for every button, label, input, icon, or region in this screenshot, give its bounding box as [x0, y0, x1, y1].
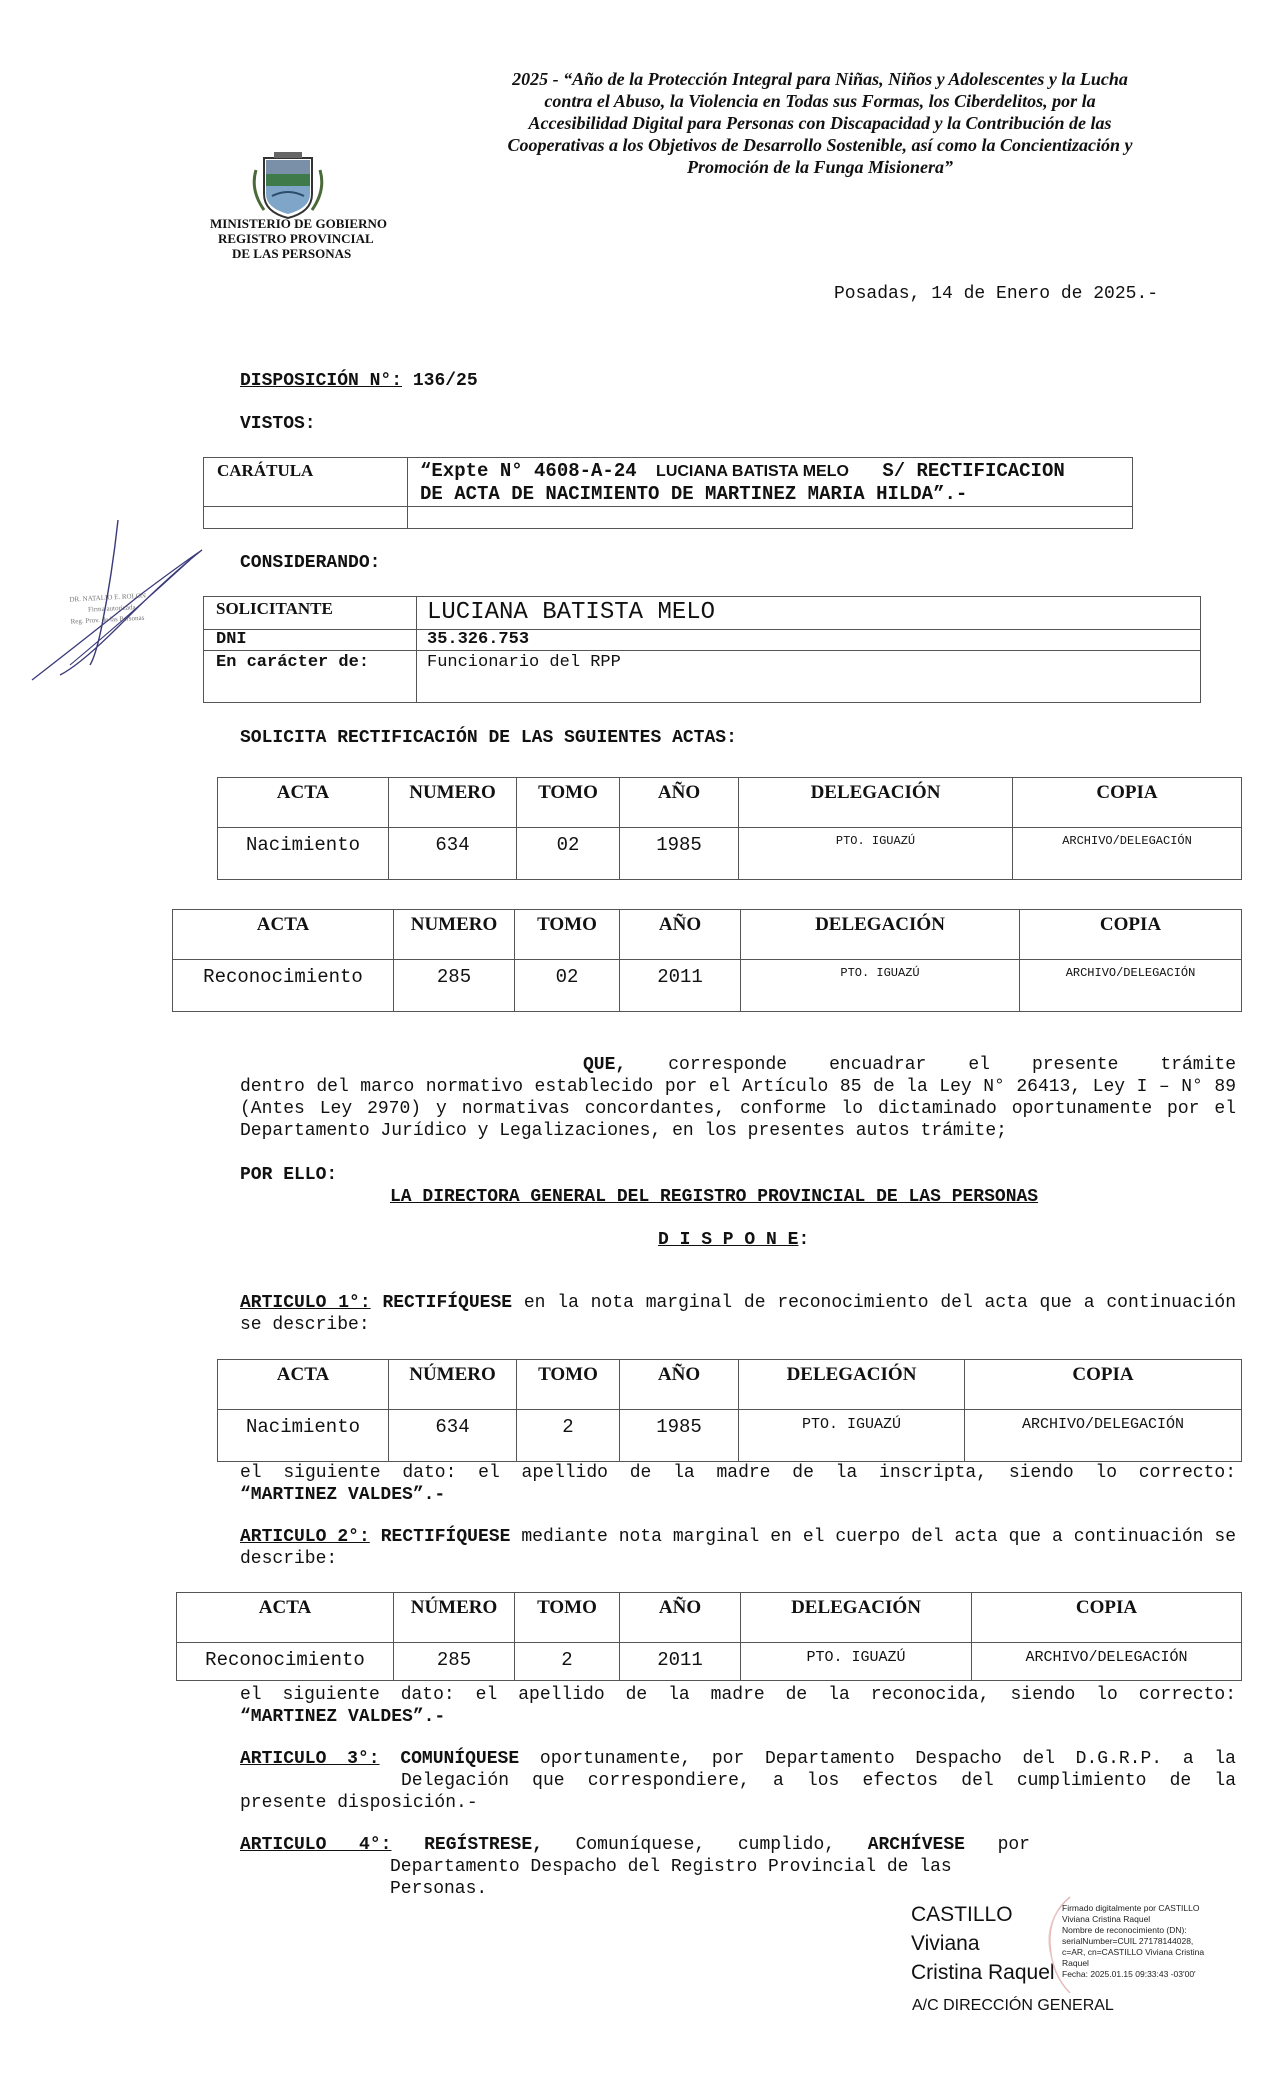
- ministry-line: REGISTRO PROVINCIAL: [218, 231, 374, 246]
- ministry-line: DE LAS PERSONAS: [232, 246, 352, 261]
- signer-name-line: CASTILLO: [911, 1903, 1013, 1926]
- cell-acta: Nacimiento: [218, 1410, 389, 1462]
- art4-label: ARTICULO 4°:: [240, 1835, 392, 1855]
- art4-line-2: Departamento Despacho del Registro Provincial de las Personas.: [390, 1857, 952, 1899]
- articulo-2: [240, 1526, 1236, 1570]
- art1-after: [240, 1462, 1236, 1506]
- signer-name-line: Cristina Raquel: [911, 1961, 1055, 1984]
- cell-anio: 2011: [620, 1643, 741, 1681]
- caratula-line-1: [420, 460, 1122, 483]
- cell-acta: Reconocimiento: [177, 1643, 394, 1681]
- disposicion-value: 136/25: [412, 371, 478, 391]
- col-anio: AÑO: [620, 1360, 739, 1410]
- col-tomo: TOMO: [515, 1593, 620, 1643]
- disposicion-number: [240, 370, 478, 392]
- caratula-value: [408, 458, 1133, 507]
- digital-sig-line: Firmado digitalmente por CASTILLO: [1062, 1903, 1200, 1913]
- caratula-label: CARÁTULA: [204, 458, 408, 507]
- date-line: Posadas, 14 de Enero de 2025.-: [834, 284, 1159, 304]
- cell-anio: 1985: [620, 828, 739, 880]
- motto-line: contra el Abuso, la Violencia en Todas sus Formas, los Ciberdelitos, por la: [544, 91, 1096, 111]
- col-copia: COPIA: [972, 1593, 1242, 1643]
- digital-sig-line: Raquel: [1062, 1958, 1089, 1968]
- col-anio: AÑO: [620, 1593, 741, 1643]
- art2-verb: RECTIFÍQUESE: [380, 1527, 511, 1547]
- stamp-line: DR. NATALIO E. ROLON: [69, 591, 147, 604]
- col-tomo: TOMO: [517, 1360, 620, 1410]
- cell-anio: 1985: [620, 1410, 739, 1462]
- col-tomo: TOMO: [515, 910, 620, 960]
- empty-cell: [408, 507, 1133, 529]
- cell-anio: 2011: [620, 960, 741, 1012]
- digital-sig-line: Viviana Cristina Raquel: [1062, 1914, 1151, 1924]
- table-row: [218, 1410, 1242, 1462]
- art1-value: “MARTINEZ VALDES”.-: [240, 1485, 446, 1505]
- dni-label: DNI: [204, 630, 417, 651]
- ministry-line: MINISTERIO DE GOBIERNO: [210, 216, 387, 231]
- cell-copia: ARCHIVO/DELEGACIÓN: [1013, 828, 1242, 880]
- art2-after: [240, 1684, 1236, 1728]
- signer-name: [911, 1900, 1055, 1987]
- digital-sig-line: Fecha: 2025.01.15 09:33:43 -03'00': [1062, 1969, 1196, 1979]
- caratula-name: LUCIANA BATISTA MELO: [656, 463, 849, 480]
- cell-tomo: 02: [515, 960, 620, 1012]
- art2-value: “MARTINEZ VALDES”.-: [240, 1707, 446, 1727]
- col-anio: AÑO: [620, 910, 741, 960]
- col-anio: AÑO: [620, 778, 739, 828]
- table-row: [177, 1643, 1242, 1681]
- cell-copia: ARCHIVO/DELEGACIÓN: [965, 1410, 1242, 1462]
- cell-copia: ARCHIVO/DELEGACIÓN: [1020, 960, 1242, 1012]
- table-row: [218, 828, 1242, 880]
- stamp-line: Firma autorizada: [87, 603, 136, 614]
- digital-signature-details: [1062, 1903, 1204, 1980]
- cell-numero: 285: [394, 1643, 515, 1681]
- articulo-1: [240, 1292, 1236, 1336]
- coat-of-arms-logo: [250, 150, 326, 222]
- stamp-line: Reg. Prov. de las Personas: [70, 613, 145, 626]
- cell-delegacion: PTO. IGUAZÚ: [741, 960, 1020, 1012]
- que-rest: dentro del marco normativo establecido por el Artículo 85 de la Ley N° 26413, Ley I – N° 89 (Antes Ley 2970) y normativas concordantes, conforme lo dictaminado oportunamente por el Departamento Jurídico y Legalizaciones, en los presentes autos trámite;: [240, 1077, 1236, 1141]
- disposicion-label: DISPOSICIÓN N°:: [240, 371, 403, 391]
- col-numero: NÚMERO: [389, 1360, 517, 1410]
- col-copia: COPIA: [1020, 910, 1242, 960]
- cell-numero: 634: [389, 1410, 517, 1462]
- col-copia: COPIA: [1013, 778, 1242, 828]
- empty-cell: [204, 507, 408, 529]
- art1-verb: RECTIFÍQUESE: [382, 1293, 513, 1313]
- col-delegacion: DELEGACIÓN: [739, 1360, 965, 1410]
- solicitante-value: LUCIANA BATISTA MELO: [417, 597, 1201, 630]
- art3-line-1: [240, 1748, 1236, 1770]
- art1-after-line: el siguiente dato: el apellido de la madre de la inscripta, siendo lo correcto:: [240, 1463, 1236, 1483]
- digital-sig-line: serialNumber=CUIL 27178144028,: [1062, 1936, 1194, 1946]
- cell-acta: Reconocimiento: [173, 960, 394, 1012]
- que-first-text: corresponde encuadrar el presente trámite: [668, 1055, 1236, 1075]
- caratula-table: [203, 457, 1133, 529]
- col-acta: ACTA: [218, 1360, 389, 1410]
- caracter-label: En carácter de:: [204, 651, 417, 703]
- dispone-colon: :: [798, 1230, 810, 1250]
- art1-text: en la nota marginal de reconocimiento del acta que a continuación se describe:: [240, 1293, 1236, 1335]
- solicita-label: SOLICITA RECTIFICACIÓN DE LAS SGUIENTES ACTAS:: [240, 728, 737, 748]
- caratula-expte: “Expte N° 4608-A-24: [420, 460, 637, 482]
- col-delegacion: DELEGACIÓN: [741, 910, 1020, 960]
- cell-delegacion: PTO. IGUAZÚ: [739, 828, 1013, 880]
- art4-verb-1: REGÍSTRESE,: [424, 1835, 543, 1855]
- cell-numero: 634: [389, 828, 517, 880]
- col-delegacion: DELEGACIÓN: [741, 1593, 972, 1643]
- cell-acta: Nacimiento: [218, 828, 389, 880]
- motto-line: 2025 - “Año de la Protección Integral para Niñas, Niños y Adolescentes y la Lucha: [512, 69, 1128, 89]
- table-row: [173, 960, 1242, 1012]
- cell-tomo: 2: [515, 1643, 620, 1681]
- art3-line-2: Delegación que correspondiere, a los efectos del cumplimiento de la: [401, 1771, 1236, 1791]
- acta-table-1: [217, 777, 1242, 880]
- col-acta: ACTA: [218, 778, 389, 828]
- art4-mid: Comuníquese, cumplido,: [575, 1835, 836, 1855]
- solicitante-table: [203, 596, 1201, 703]
- cell-numero: 285: [394, 960, 515, 1012]
- col-numero: NÚMERO: [394, 1593, 515, 1643]
- cell-tomo: 02: [517, 828, 620, 880]
- signer-role: A/C DIRECCIÓN GENERAL: [912, 1997, 1114, 2014]
- col-numero: NUMERO: [394, 910, 515, 960]
- cell-tomo: 2: [517, 1410, 620, 1462]
- considerando-label: CONSIDERANDO:: [240, 553, 381, 573]
- art3-verb: COMUNÍQUESE: [400, 1749, 520, 1769]
- art1-label: ARTICULO 1°:: [240, 1293, 371, 1313]
- col-numero: NUMERO: [389, 778, 517, 828]
- art3-label: ARTICULO 3°:: [240, 1749, 380, 1769]
- col-copia: COPIA: [965, 1360, 1242, 1410]
- vistos-label: VISTOS:: [240, 414, 316, 434]
- art3-text-1: oportunamente, por Departamento Despacho del D.G.R.P. a la: [539, 1749, 1236, 1769]
- que-first-line: [240, 1054, 1236, 1076]
- digital-sig-line: Nombre de reconocimiento (DN):: [1062, 1925, 1187, 1935]
- que-paragraph: [240, 1054, 1236, 1142]
- signer-name-line: Viviana: [911, 1932, 980, 1955]
- authorization-stamp: [69, 589, 171, 627]
- caratula-line-2: DE ACTA DE NACIMIENTO DE MARTINEZ MARIA HILDA”.-: [420, 483, 968, 505]
- digital-sig-line: c=AR, cn=CASTILLO Viviana Cristina: [1062, 1947, 1205, 1957]
- articulo-4: [240, 1834, 1030, 1900]
- acta-table-3: [217, 1359, 1242, 1462]
- ministry-heading: [210, 216, 387, 261]
- art3-line-3: presente disposición.-: [240, 1793, 478, 1813]
- art4-end: por: [997, 1835, 1030, 1855]
- caratula-subject: S/ RECTIFICACION: [882, 460, 1065, 482]
- directora-heading: LA DIRECTORA GENERAL DEL REGISTRO PROVINCIAL DE LAS PERSONAS: [390, 1187, 1039, 1207]
- cell-delegacion: PTO. IGUAZÚ: [739, 1410, 965, 1462]
- art2-text: mediante nota marginal en el cuerpo del acta que a continuación se describe:: [240, 1527, 1236, 1569]
- col-acta: ACTA: [177, 1593, 394, 1643]
- acta-table-2: [172, 909, 1242, 1012]
- art4-line-1: [240, 1834, 1030, 1856]
- motto-line: Cooperativas a los Objetivos de Desarrollo Sostenible, así como la Concientización y: [507, 135, 1133, 155]
- art2-label: ARTICULO 2°:: [240, 1527, 370, 1547]
- solicitante-label: SOLICITANTE: [204, 597, 417, 630]
- dispone-word: D I S P O N E: [658, 1230, 799, 1250]
- col-tomo: TOMO: [517, 778, 620, 828]
- art2-after-line: el siguiente dato: el apellido de la madre de la reconocida, siendo lo correcto:: [240, 1685, 1236, 1705]
- art4-verb-2: ARCHÍVESE: [867, 1835, 965, 1855]
- dispone-heading: [658, 1229, 809, 1251]
- col-acta: ACTA: [173, 910, 394, 960]
- que-keyword: QUE,: [583, 1055, 627, 1075]
- motto-line: Accesibilidad Digital para Personas con Discapacidad y la Contribución de las: [528, 113, 1112, 133]
- articulo-3: [240, 1748, 1236, 1814]
- motto-line: Promoción de la Funga Misionera”: [686, 157, 954, 177]
- col-delegacion: DELEGACIÓN: [739, 778, 1013, 828]
- dni-value: 35.326.753: [417, 630, 1201, 651]
- cell-copia: ARCHIVO/DELEGACIÓN: [972, 1643, 1242, 1681]
- por-ello-label: POR ELLO:: [240, 1165, 338, 1185]
- year-motto: [470, 68, 1170, 178]
- caracter-value: Funcionario del RPP: [417, 651, 1201, 703]
- cell-delegacion: PTO. IGUAZÚ: [741, 1643, 972, 1681]
- acta-table-4: [176, 1592, 1242, 1681]
